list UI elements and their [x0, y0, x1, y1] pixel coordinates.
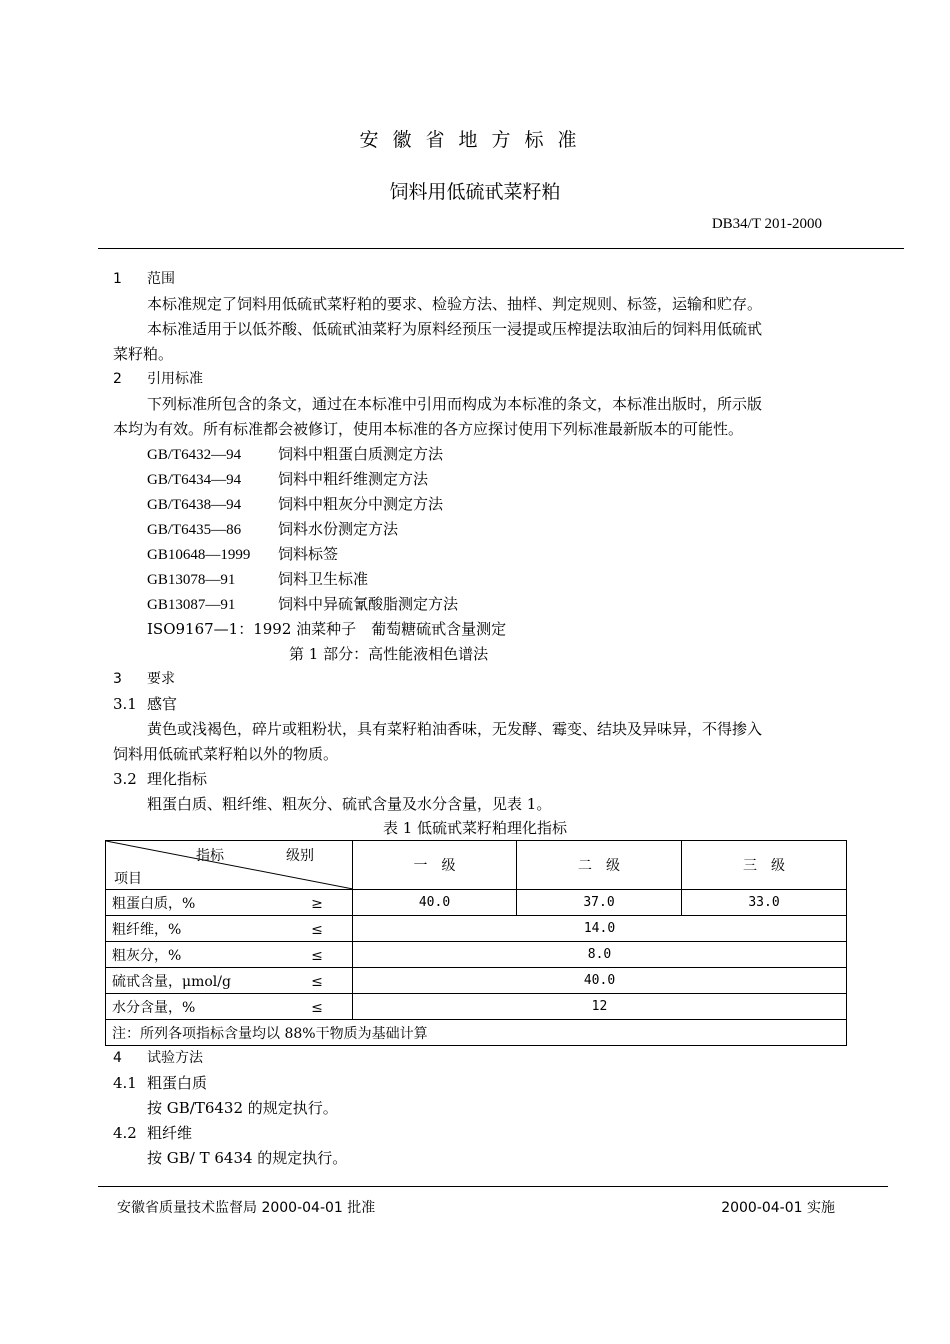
table-note: 注：所列各项指标含量均以 88%干物质为基础计算: [106, 1020, 847, 1046]
section-title: 范围: [147, 271, 175, 287]
value-cell: 37.0: [517, 890, 682, 916]
item-cell: 粗灰分，% ≤: [106, 942, 353, 968]
reference-iso-line1: ISO9167—1：1992 油菜种子 葡萄糖硫甙含量测定: [147, 620, 507, 638]
table-header-row: [106, 841, 847, 890]
reference-iso-line2: 第 1 部分：高性能液相色谱法: [289, 645, 489, 663]
value-cell: 40.0: [353, 968, 847, 994]
section-4-heading: [113, 1046, 203, 1071]
footer-approval: 安徽省质量技术监督局 2000-04-01 批准: [117, 1200, 376, 1216]
value-cell: 40.0: [353, 890, 517, 916]
reference-item: GB10648—1999 饲料标签: [147, 545, 339, 563]
section-3-1-para-line2: 饲料用低硫甙菜籽粕以外的物质。: [113, 745, 339, 763]
grade-header: 三 级: [682, 841, 847, 890]
value-cell: 12: [353, 994, 847, 1020]
grade-header: 二 级: [517, 841, 682, 890]
diagonal-line: [106, 841, 353, 889]
section-number: 3.1: [113, 695, 137, 713]
section-title: 感官: [147, 695, 178, 713]
item-cell: 粗蛋白质，% ≥: [106, 890, 353, 916]
section-1-para2-line1: 本标准适用于以低芥酸、低硫甙油菜籽为原料经预压一浸提或压榨提法取油后的饲料用低硫甙: [147, 320, 763, 338]
table-row: [106, 890, 847, 916]
table-row: [106, 968, 847, 994]
section-4-1-para: 按 GB/T6432 的规定执行。: [147, 1099, 338, 1117]
section-title: 粗蛋白质: [147, 1074, 208, 1092]
table-caption: 表 1 低硫甙菜籽粕理化指标: [382, 819, 568, 837]
section-4-2-heading: [113, 1121, 192, 1146]
section-number: 2: [113, 371, 122, 387]
section-title: 要求: [147, 671, 175, 687]
table-note-row: [106, 1020, 847, 1046]
section-number: 4: [113, 1050, 122, 1066]
reference-item: GB/T6432—94 饲料中粗蛋白质测定方法: [147, 445, 444, 463]
value-cell: 8.0: [353, 942, 847, 968]
section-title: 引用标准: [147, 371, 203, 387]
reference-item: GB13078—91 饲料卫生标准: [147, 570, 369, 588]
header-divider: [98, 248, 904, 249]
grade-header: 一 级: [353, 841, 517, 890]
section-3-1-para-line1: 黄色或浅褐色，碎片或粗粉状，具有菜籽粕油香味，无发酵、霉变、结块及异味异，不得掺入: [147, 720, 763, 738]
diag-label-index: 指标: [196, 848, 224, 864]
section-2-para-line2: 本均为有效。所有标准都会被修订，使用本标准的各方应探讨使用下列标准最新版本的可能性。: [113, 420, 744, 438]
section-1-heading: [113, 267, 175, 292]
section-2-heading: [113, 367, 203, 392]
section-title: 理化指标: [147, 770, 208, 788]
value-cell: 14.0: [353, 916, 847, 942]
table-row: [106, 942, 847, 968]
footer-divider: [98, 1186, 888, 1187]
standard-type-title: 安徽省地方标准: [359, 129, 591, 151]
document-number: DB34/T 201-2000: [711, 216, 822, 232]
section-4-1-heading: [113, 1071, 207, 1096]
diag-label-grade: 级别: [286, 848, 314, 864]
item-cell: 硫甙含量，μmol/g ≤: [106, 968, 353, 994]
section-title: 粗纤维: [147, 1124, 193, 1142]
reference-item: GB/T6438—94 饲料中粗灰分中测定方法: [147, 495, 444, 513]
section-2-para-line1: 下列标准所包含的条文，通过在本标准中引用而构成为本标准的条文，本标准出版时，所示版: [147, 395, 763, 413]
reference-item: GB/T6435—86 饲料水份测定方法: [147, 520, 399, 538]
section-number: 3: [113, 671, 122, 687]
item-cell: 水分含量，% ≤: [106, 994, 353, 1020]
diag-label-item: 项目: [114, 871, 142, 887]
section-title: 试验方法: [147, 1050, 203, 1066]
value-cell: 33.0: [682, 890, 847, 916]
table-row: [106, 994, 847, 1020]
section-3-2-heading: [113, 767, 207, 792]
section-3-2-para: 粗蛋白质、粗纤维、粗灰分、硫甙含量及水分含量，见表 1。: [147, 795, 552, 813]
spec-table: [105, 840, 847, 1046]
section-1-para1: 本标准规定了饲料用低硫甙菜籽粕的要求、检验方法、抽样、判定规则、标签，运输和贮存。: [147, 295, 763, 313]
section-number: 4.1: [113, 1074, 137, 1092]
section-3-heading: [113, 667, 175, 692]
section-4-2-para: 按 GB/ T 6434 的规定执行。: [147, 1149, 348, 1167]
section-3-1-heading: [113, 692, 177, 717]
section-1-para2-line2: 菜籽粕。: [113, 345, 174, 363]
section-number: 3.2: [113, 770, 137, 788]
reference-item: GB13087—91 饲料中异硫氰酸脂测定方法: [147, 595, 459, 613]
table-row: [106, 916, 847, 942]
diagonal-header-cell: [106, 841, 353, 890]
document-title: 饲料用低硫甙菜籽粕: [389, 181, 561, 203]
footer-implementation: 2000-04-01 实施: [721, 1200, 835, 1216]
section-number: 1: [113, 271, 122, 287]
reference-item: GB/T6434—94 饲料中粗纤维测定方法: [147, 470, 429, 488]
item-cell: 粗纤维，% ≤: [106, 916, 353, 942]
section-number: 4.2: [113, 1124, 137, 1142]
